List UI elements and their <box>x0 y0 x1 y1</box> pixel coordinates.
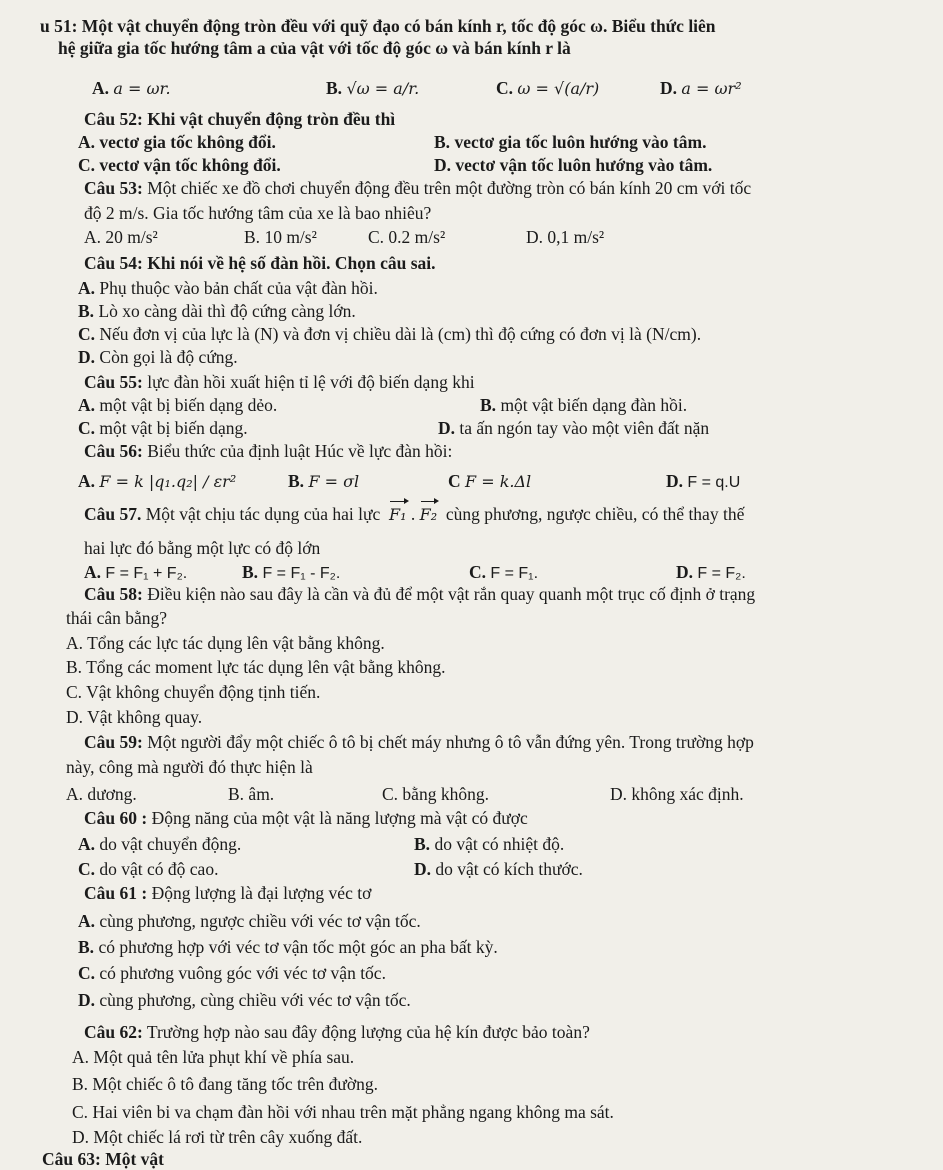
q59-stem-line1: Câu 59: Một người đẩy một chiếc ô tô bị chết máy nhưng ô tô vẫn đứng yên. Trong trường hợp <box>84 732 754 752</box>
q61-option-c: C. có phương vuông góc với véc tơ vận tốc. <box>78 963 386 983</box>
q63-cutoff: Câu 63: Một vật <box>42 1149 164 1169</box>
q56-stem: Câu 56: Biểu thức của định luật Húc về lực đàn hồi: <box>84 441 453 461</box>
q58-stem-line2: thái cân bằng? <box>66 608 168 628</box>
f2-vector: F₂ <box>419 505 438 524</box>
q53-option-d: D. 0,1 m/s² <box>526 227 605 247</box>
q58-option-a: A. Tổng các lực tác dụng lên vật bằng không. <box>66 633 385 653</box>
q60-stem: Câu 60 : Động năng của một vật là năng lượng mà vật có được <box>84 808 528 828</box>
q54-stem: Câu 54: Khi nói về hệ số đàn hồi. Chọn câu sai. <box>84 253 436 273</box>
q62-option-d: D. Một chiếc lá rơi từ trên cây xuống đất. <box>72 1127 363 1147</box>
q57-option-a: A. F = F₁ + F₂. <box>84 562 188 582</box>
q57-option-c: C. F = F₁. <box>469 562 539 582</box>
q60-option-c: C. do vật có độ cao. <box>78 859 219 879</box>
q54-option-c: C. Nếu đơn vị của lực là (N) và đơn vị chiều dài là (cm) thì độ cứng có đơn vị là (N/cm). <box>78 324 702 344</box>
q62-stem: Câu 62: Trường hợp nào sau đây động lượng của hệ kín được bảo toàn? <box>84 1022 590 1042</box>
q61-option-d: D. cùng phương, cùng chiều với véc tơ vận tốc. <box>78 990 411 1010</box>
q52-option-b: B. vectơ gia tốc luôn hướng vào tâm. <box>434 132 707 152</box>
q53-stem-line1: Câu 53: Một chiếc xe đồ chơi chuyển động đều trên một đường tròn có bán kính 20 cm với tốc <box>84 178 752 198</box>
q51-option-a: A. a = ωr. <box>92 78 171 98</box>
q51-stem-line1: u 51: Một vật chuyển động tròn đều với quỹ đạo có bán kính r, tốc độ góc ω. Biểu thức liên <box>40 16 716 36</box>
q57-stem-line2: hai lực đó bằng một lực có độ lớn <box>84 538 321 558</box>
q55-option-d: D. ta ấn ngón tay vào một viên đất nặn <box>438 418 710 438</box>
q59-option-b: B. âm. <box>228 784 275 804</box>
q53-stem-line2: độ 2 m/s. Gia tốc hướng tâm của xe là bao nhiêu? <box>84 203 432 223</box>
q58-stem-line1: Câu 58: Điều kiện nào sau đây là cần và đủ để một vật rắn quay quanh một trục cố định ở trạng <box>84 584 756 604</box>
q58-option-b: B. Tổng các moment lực tác dụng lên vật bằng không. <box>66 657 446 677</box>
q59-option-d: D. không xác định. <box>610 784 744 804</box>
q58-option-c: C. Vật không chuyển động tịnh tiến. <box>66 682 321 702</box>
q51-option-d: D. a = ωr² <box>660 78 742 98</box>
force-vectors: F₁ . F₂ <box>388 504 438 524</box>
q62-option-c: C. Hai viên bi va chạm đàn hồi với nhau trên mặt phẳng ngang không ma sát. <box>72 1102 614 1122</box>
q53-option-a: A. 20 m/s² <box>84 227 158 247</box>
q53-option-b: B. 10 m/s² <box>244 227 317 247</box>
q56-option-b: B. F = σl <box>288 471 360 491</box>
f1-vector: F₁ <box>388 505 407 524</box>
q59-option-a: A. dương. <box>66 784 137 804</box>
q60-option-d: D. do vật có kích thước. <box>414 859 583 879</box>
q62-option-b: B. Một chiếc ô tô đang tăng tốc trên đường. <box>72 1074 378 1094</box>
q59-stem-line2: này, công mà người đó thực hiện là <box>66 757 313 777</box>
q55-option-b: B. một vật biến dạng đàn hồi. <box>480 395 688 415</box>
q55-option-a: A. một vật bị biến dạng dẻo. <box>78 395 278 415</box>
q52-option-c: C. vectơ vận tốc không đổi. <box>78 155 281 175</box>
q51-option-c: C. ω = √(a/r) <box>496 78 600 98</box>
q51-option-b: B. √ω = a/r. <box>326 78 420 98</box>
q56-option-d: D. F = q.U <box>666 471 741 491</box>
q55-option-c: C. một vật bị biến dạng. <box>78 418 248 438</box>
q56-option-c: C F = k.Δl <box>448 471 532 491</box>
q56-option-a: A. F = k |q₁.q₂| / εr² <box>78 471 237 491</box>
q54-option-d: D. Còn gọi là độ cứng. <box>78 347 238 367</box>
q57-option-d: D. F = F₂. <box>676 562 746 582</box>
q61-option-b: B. có phương hợp với véc tơ vận tốc một góc an pha bất kỳ. <box>78 937 498 957</box>
q60-option-a: A. do vật chuyển động. <box>78 834 242 854</box>
q54-option-b: B. Lò xo càng dài thì độ cứng càng lớn. <box>78 301 356 321</box>
q51-stem-line2: hệ giữa gia tốc hướng tâm a của vật với tốc độ góc ω và bán kính r là <box>58 38 571 58</box>
q58-option-d: D. Vật không quay. <box>66 707 203 727</box>
q54-option-a: A. Phụ thuộc vào bản chất của vật đàn hồi. <box>78 278 378 298</box>
q60-option-b: B. do vật có nhiệt độ. <box>414 834 565 854</box>
q52-option-d: D. vectơ vận tốc luôn hướng vào tâm. <box>434 155 713 175</box>
q57-stem-line1: Câu 57. Một vật chịu tác dụng của hai lực F₁ . F₂ cùng phương, ngược chiều, có thể thay thế <box>84 504 745 524</box>
q53-option-c: C. 0.2 m/s² <box>368 227 446 247</box>
q55-stem: Câu 55: lực đàn hồi xuất hiện tỉ lệ với độ biến dạng khi <box>84 372 475 392</box>
q57-option-b: B. F = F₁ - F₂. <box>242 562 341 582</box>
q52-option-a: A. vectơ gia tốc không đổi. <box>78 132 276 152</box>
q62-option-a: A. Một quả tên lửa phụt khí về phía sau. <box>72 1047 355 1067</box>
q59-option-c: C. bằng không. <box>382 784 489 804</box>
q61-stem: Câu 61 : Động lượng là đại lượng véc tơ <box>84 883 372 903</box>
q52-stem: Câu 52: Khi vật chuyển động tròn đều thì <box>84 109 396 129</box>
q61-option-a: A. cùng phương, ngược chiều với véc tơ vận tốc. <box>78 911 421 931</box>
